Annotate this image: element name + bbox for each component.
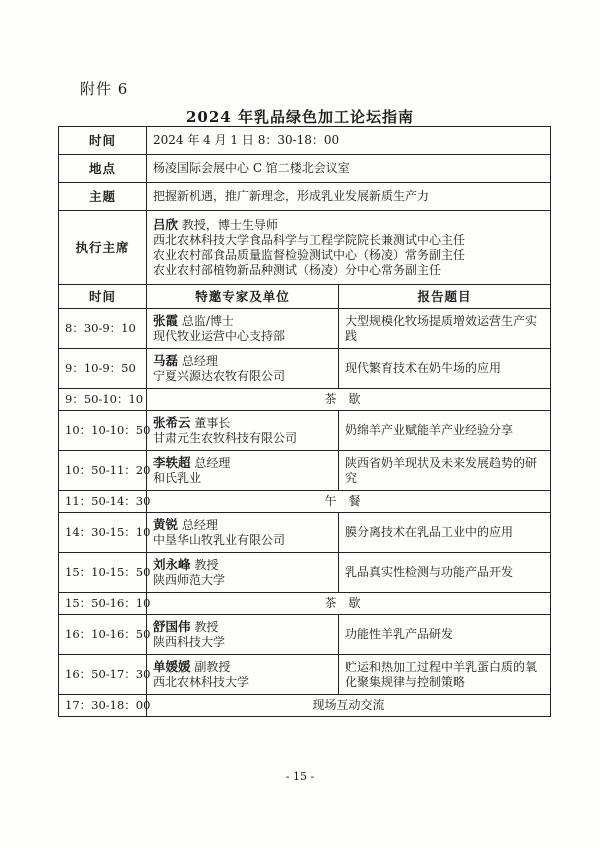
talk-topic: 现代繁育技术在奶牛场的应用 [339, 349, 551, 389]
break-row [59, 491, 551, 513]
time-value: 2024 年 4 月 1 日 8：30-18：00 [147, 127, 551, 155]
session-time: 9：50-10：10 [59, 389, 147, 411]
talk-topic: 大型规模化牧场提质增效运营生产实践 [339, 309, 551, 349]
theme-value: 把握新机遇，推广新理念，形成乳业发展新质生产力 [147, 183, 551, 211]
info-row-theme [59, 183, 551, 211]
session-time: 14：30-15：10 [59, 513, 147, 553]
session-row [59, 615, 551, 655]
chair-label: 执行主席 [59, 211, 147, 285]
break-row [59, 593, 551, 615]
speaker-name: 马磊 [153, 353, 179, 368]
speaker-role: 董事长 [190, 416, 231, 430]
venue-label: 地点 [59, 155, 147, 183]
speaker-role: 总经理 [190, 456, 231, 470]
talk-topic: 乳品真实性检测与功能产品开发 [339, 553, 551, 593]
session-time: 11：50-14：30 [59, 491, 147, 513]
session-row [59, 349, 551, 389]
theme-label: 主题 [59, 183, 147, 211]
speaker-org: 陕西科技大学 [153, 635, 226, 649]
session-row [59, 655, 551, 695]
speaker-name: 李轶超 [153, 455, 191, 470]
time-label: 时间 [59, 127, 147, 155]
document-title: 2024 年乳品绿色加工论坛指南 [186, 108, 414, 126]
chair-line: 农业农村部植物新品种测试（杨凌）分中心常务副主任 [153, 263, 442, 277]
chair-value [147, 211, 551, 285]
speaker-org: 和氏乳业 [153, 471, 202, 485]
session-time: 10：50-11：20 [59, 451, 147, 491]
speaker-org: 中垦华山牧乳业有限公司 [153, 533, 286, 547]
session-time: 15：50-16：10 [59, 593, 147, 615]
session-row [59, 411, 551, 451]
speaker-cell [147, 553, 339, 593]
break-label: 午餐 [147, 491, 551, 513]
break-label: 现场互动交流 [147, 695, 551, 717]
speaker-org: 甘肃元生农牧科技有限公司 [153, 431, 298, 445]
speaker-role: 教授 [190, 620, 219, 634]
speaker-cell [147, 655, 339, 695]
speaker-name: 黄锐 [153, 517, 179, 532]
venue-value: 杨凌国际会展中心 C 馆二楼北会议室 [147, 155, 551, 183]
session-time: 16：50-17：30 [59, 655, 147, 695]
schedule-header-row [59, 285, 551, 309]
break-row [59, 389, 551, 411]
speaker-cell [147, 411, 339, 451]
speaker-role: 总经理 [178, 518, 218, 532]
session-row [59, 513, 551, 553]
talk-topic: 奶绵羊产业赋能羊产业经验分享 [339, 411, 551, 451]
talk-topic: 功能性羊乳产品研发 [339, 615, 551, 655]
session-time: 8：30-9：10 [59, 309, 147, 349]
speaker-org: 西北农林科技大学 [153, 675, 250, 689]
info-row-venue [59, 155, 551, 183]
break-label: 茶歇 [147, 593, 551, 615]
session-time: 16：10-16：50 [59, 615, 147, 655]
talk-topic: 膜分离技术在乳品工业中的应用 [339, 513, 551, 553]
session-row [59, 309, 551, 349]
speaker-cell [147, 451, 339, 491]
speaker-name: 张霞 [153, 313, 179, 328]
speaker-cell [147, 349, 339, 389]
speaker-name: 张希云 [153, 415, 191, 430]
speaker-role: 总经理 [178, 354, 218, 368]
speaker-cell [147, 309, 339, 349]
session-row [59, 451, 551, 491]
info-row-chair [59, 211, 551, 285]
talk-topic: 贮运和热加工过程中羊乳蛋白质的氧化聚集规律与控制策略 [339, 655, 551, 695]
info-row-time [59, 127, 551, 155]
session-row [59, 553, 551, 593]
chair-line: 西北农林科技大学食品科学与工程学院院长兼测试中心主任 [153, 233, 466, 247]
speaker-name: 单媛媛 [153, 659, 191, 674]
speaker-org: 现代牧业运营中心支持部 [153, 329, 286, 343]
chair-line: 农业农村部食品质量监督检验测试中心（杨凌）常务副主任 [153, 248, 466, 262]
session-time: 15：10-15：50 [59, 553, 147, 593]
speaker-cell [147, 513, 339, 553]
session-time: 10：10-10：50 [59, 411, 147, 451]
speaker-role: 副教授 [190, 660, 231, 674]
speaker-name: 舒国伟 [153, 619, 191, 634]
speaker-role: 教授 [190, 558, 219, 572]
page-number: - 15 - [285, 770, 315, 783]
speaker-cell [147, 615, 339, 655]
attachment-label: 附件 6 [80, 80, 129, 98]
break-row [59, 695, 551, 717]
session-time: 17：30-18：00 [59, 695, 147, 717]
speaker-org: 宁夏兴源达农牧有限公司 [153, 369, 286, 383]
chair-name: 吕欣 [153, 217, 179, 232]
session-time: 9：10-9：50 [59, 349, 147, 389]
break-label: 茶歇 [147, 389, 551, 411]
header-time: 时间 [59, 285, 147, 309]
header-topic: 报告题目 [339, 285, 551, 309]
talk-topic: 陕西省奶羊现状及未来发展趋势的研究 [339, 451, 551, 491]
chair-title: 教授，博士生导师 [178, 218, 278, 232]
speaker-org: 陕西师范大学 [153, 573, 226, 587]
speaker-name: 刘永峰 [153, 557, 191, 572]
header-expert: 特邀专家及单位 [147, 285, 339, 309]
agenda-table [58, 126, 551, 717]
speaker-role: 总监/博士 [178, 314, 234, 328]
